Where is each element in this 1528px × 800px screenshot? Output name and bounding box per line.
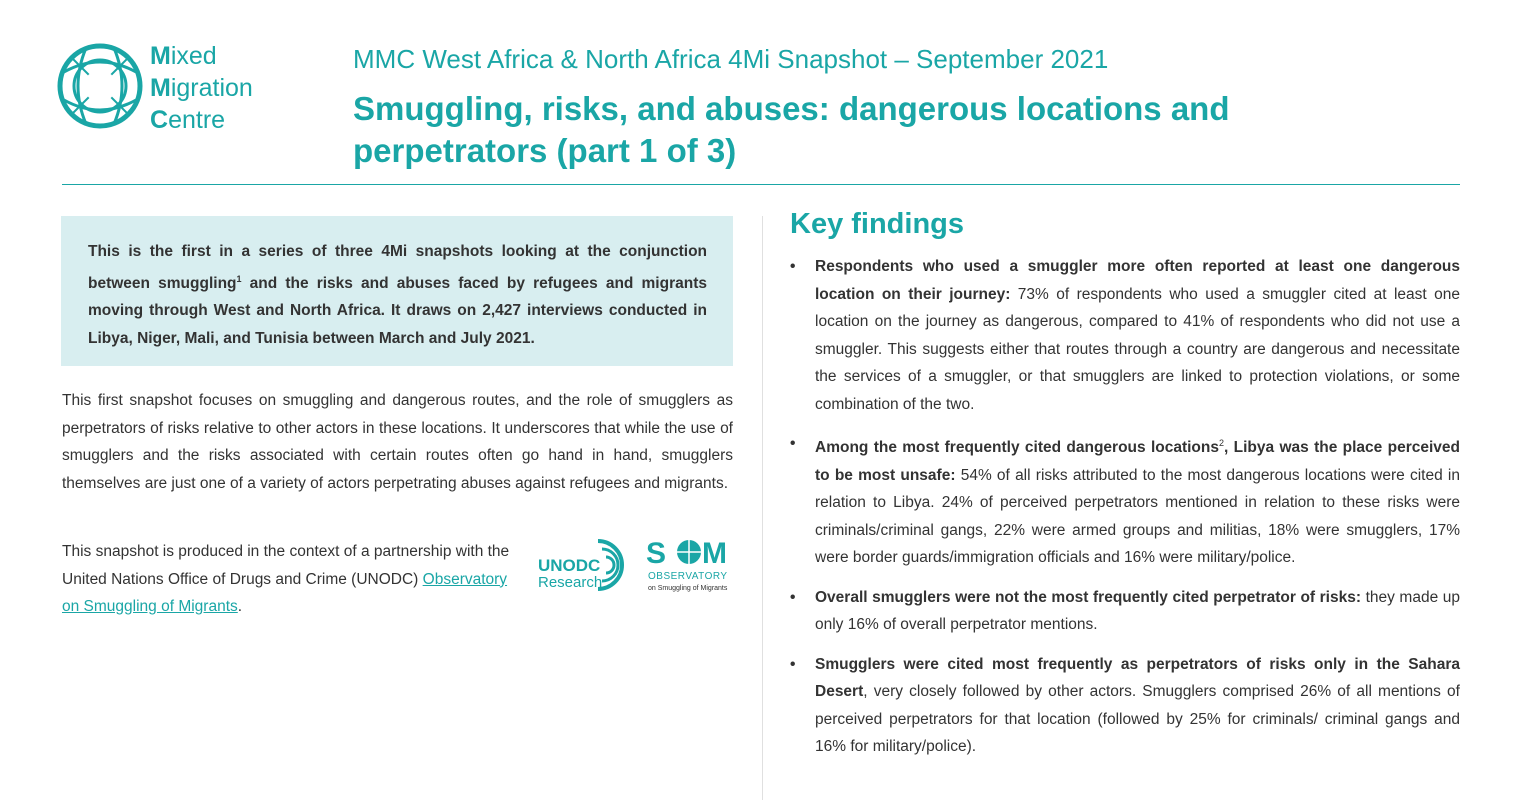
list-item bbox=[790, 584, 1460, 639]
unodc-text: UNODC bbox=[538, 556, 601, 575]
intro-text-part1: This is the first in a series of three 4Mi snapshots looking at the conjunction between smuggling bbox=[88, 243, 707, 292]
unodc-research-logo bbox=[536, 535, 636, 595]
som-letter-s: S bbox=[646, 537, 667, 570]
key-findings-heading: Key findings bbox=[790, 208, 965, 240]
partner-paragraph bbox=[62, 538, 512, 621]
finding-bold: Overall smugglers were not the most frequently cited perpetrator of risks: bbox=[815, 588, 1362, 606]
finding-text: 73% of respondents who used a smuggler cited at least one location on the journey as dangerous, compared to 41% of respondents who did not use a smuggler. This suggests either that routes through a country are dangerous and necessitate the services of a smuggler, or that smugglers are linked to protection violations, or some combination of the two. bbox=[815, 285, 1460, 413]
header-divider bbox=[62, 184, 1460, 185]
finding-bold: Among the most frequently cited dangerous locations bbox=[815, 439, 1219, 457]
finding-bold: Respondents who used a smuggler more often reported at least one dangerous location on their journey: bbox=[815, 258, 1460, 303]
intro-text-part2: and the risks and abuses faced by refugees and migrants moving through West and North Africa. It draws on 2,427 interviews conducted in Libya, Niger, Mali, and Tunisia between March and July 2021. bbox=[88, 274, 707, 347]
partner-text: This snapshot is produced in the context of a partnership with the United Nations Office of Drugs and Crime (UNODC) bbox=[62, 543, 510, 588]
list-item bbox=[790, 253, 1460, 418]
som-observatory-link[interactable]: Observatory on Smuggling of Migrants bbox=[62, 570, 508, 615]
key-findings-list bbox=[790, 253, 1460, 773]
finding-bold: Smugglers were cited most frequently as perpetrators of risks only in the Sahara Desert bbox=[815, 655, 1460, 701]
finding-text: they made up only 16% of overall perpetrator mentions. bbox=[815, 588, 1460, 634]
column-divider bbox=[762, 216, 763, 800]
footnote-ref-2[interactable]: 2 bbox=[1219, 438, 1225, 448]
list-item bbox=[790, 651, 1460, 761]
logo-word-migration: igration bbox=[170, 74, 253, 102]
bullet-icon: • bbox=[790, 655, 796, 673]
som-letter-m: M bbox=[702, 537, 727, 570]
mmc-globe-logo-icon bbox=[56, 42, 144, 130]
som-subtitle-text: on Smuggling of Migrants bbox=[648, 585, 728, 592]
partner-text-end: . bbox=[237, 598, 243, 615]
focus-paragraph: This first snapshot focuses on smuggling and dangerous routes, and the role of smugglers as perpetrators of risks relative to other actors in these locations. It underscores that while the use of smugglers and the risks associated with certain routes often go hand in hand, smugglers themselves are just one of a variety of actors perpetrating abuses against refugees and migrants. bbox=[62, 392, 733, 492]
bullet-icon: • bbox=[790, 588, 796, 606]
logo-wordmark bbox=[150, 40, 253, 136]
finding-bold-cont: , Libya was the place perceived to be most unsafe: bbox=[815, 439, 1460, 484]
footnote-ref-1[interactable]: 1 bbox=[236, 273, 242, 284]
bullet-icon: • bbox=[790, 258, 796, 275]
logo-initial-m2: M bbox=[150, 74, 171, 102]
som-observatory-logo bbox=[644, 535, 736, 595]
som-observatory-text: OBSERVATORY bbox=[648, 571, 728, 582]
logo-initial-c: C bbox=[150, 106, 169, 134]
finding-text: 54% of all risks attributed to the most dangerous locations were cited in relation to Libya. 24% of perceived perpetrators mentioned in relation to these risks were criminals/criminal gangs, 22% were armed groups and militias, 18% were smugglers, 17% were border guards/immigration officials and 16% were military/police. bbox=[815, 466, 1460, 567]
report-subtitle: MMC West Africa & North Africa 4Mi Snapshot – September 2021 bbox=[353, 44, 1109, 74]
intro-box bbox=[61, 216, 733, 366]
logo-word-centre: entre bbox=[168, 106, 226, 134]
finding-text: , very closely followed by other actors. Smugglers comprised 26% of all mentions of perceived perpetrators for that location (followed by 25% for criminals/ criminal gangs and 16% for military/police). bbox=[815, 683, 1460, 756]
mmc-logo bbox=[56, 40, 296, 135]
logo-initial-m1: M bbox=[150, 42, 171, 70]
page-title: Smuggling, risks, and abuses: dangerous locations and perpetrators (part 1 of 3) bbox=[353, 90, 1230, 169]
bullet-icon: • bbox=[790, 435, 796, 452]
unodc-research-text: Research bbox=[538, 574, 603, 591]
list-item bbox=[790, 430, 1460, 572]
logo-word-mixed: ixed bbox=[170, 42, 217, 70]
